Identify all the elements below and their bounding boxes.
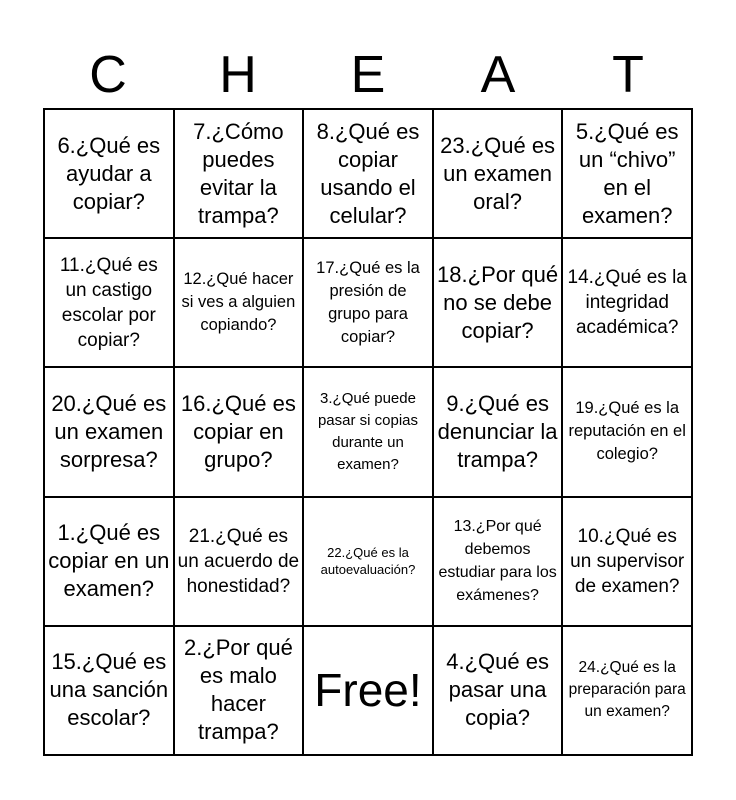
bingo-cell[interactable]: [174, 109, 304, 238]
cell-text: 14.¿Qué es la integridad académica?: [567, 267, 687, 339]
bingo-cell[interactable]: [433, 367, 563, 496]
bingo-cell[interactable]: [44, 109, 174, 238]
cell-text: 10.¿Qué es un supervisor de examen?: [570, 525, 685, 597]
bingo-cell[interactable]: [303, 367, 433, 496]
bingo-cell[interactable]: [433, 497, 563, 626]
cell-text: 23.¿Qué es un examen oral?: [440, 132, 556, 214]
header-letter-a: A: [480, 46, 516, 104]
cell-text: 11.¿Qué es un castigo escolar por copiar?: [59, 254, 158, 351]
cell-text: 20.¿Qué es un examen sorpresa?: [51, 390, 167, 472]
cell-text: 9.¿Qué es denunciar la trampa?: [437, 390, 558, 472]
cell-text: 17.¿Qué es la presión de grupo para copiar?: [316, 258, 420, 346]
cell-text: 15.¿Qué es una sanción escolar?: [49, 649, 169, 731]
bingo-cell[interactable]: [303, 497, 433, 626]
bingo-cell[interactable]: [44, 367, 174, 496]
free-space-label: Free!: [314, 664, 422, 717]
cell-text: 19.¿Qué es la reputación en el colegio?: [568, 399, 686, 464]
cell-text: 5.¿Qué es un “chivo” en el examen?: [575, 118, 679, 228]
bingo-cell[interactable]: [562, 626, 692, 755]
cell-text: 21.¿Qué es un acuerdo de honestidad?: [177, 525, 300, 597]
bingo-cell[interactable]: [174, 626, 304, 755]
cell-text: 7.¿Cómo puedes evitar la trampa?: [193, 118, 284, 228]
header-letter-h: H: [219, 46, 257, 104]
header-letter-e: E: [350, 46, 386, 104]
bingo-cell[interactable]: [433, 109, 563, 238]
cell-text: 4.¿Qué es pasar una copia?: [446, 649, 549, 731]
bingo-cell[interactable]: [303, 238, 433, 367]
header-letter-t: T: [612, 46, 644, 104]
bingo-cell[interactable]: [562, 367, 692, 496]
bingo-cell[interactable]: [562, 238, 692, 367]
bingo-cell[interactable]: [44, 626, 174, 755]
bingo-board: [43, 108, 693, 756]
cell-text: 18.¿Por qué no se debe copiar?: [437, 261, 559, 343]
cell-text: 8.¿Qué es copiar usando el celular?: [316, 118, 420, 228]
bingo-cell[interactable]: [174, 238, 304, 367]
bingo-cell[interactable]: [44, 238, 174, 367]
bingo-cell[interactable]: [174, 497, 304, 626]
free-space[interactable]: [303, 626, 433, 755]
bingo-cell[interactable]: [44, 497, 174, 626]
cell-text: 22.¿Qué es la autoevaluación?: [320, 545, 416, 578]
cell-text: 12.¿Qué hacer si ves a alguien copiando?: [181, 270, 296, 335]
bingo-cell[interactable]: [562, 497, 692, 626]
cell-text: 6.¿Qué es ayudar a copiar?: [57, 132, 161, 214]
bingo-cell[interactable]: [433, 238, 563, 367]
cell-text: 1.¿Qué es copiar en un examen?: [48, 520, 170, 602]
cell-text: 13.¿Por qué debemos estudiar para los exámenes?: [438, 518, 557, 605]
cell-text: 3.¿Qué puede pasar si copias durante un examen?: [317, 389, 419, 473]
bingo-cell[interactable]: [433, 626, 563, 755]
bingo-cell[interactable]: [562, 109, 692, 238]
cell-text: 24.¿Qué es la preparación para un examen?: [568, 659, 686, 721]
bingo-header: [43, 44, 693, 106]
bingo-cell[interactable]: [303, 109, 433, 238]
cell-text: 16.¿Qué es copiar en grupo?: [180, 390, 296, 472]
header-letter-c: C: [89, 46, 127, 104]
cell-text: 2.¿Por qué es malo hacer trampa?: [183, 635, 293, 745]
bingo-cell[interactable]: [174, 367, 304, 496]
